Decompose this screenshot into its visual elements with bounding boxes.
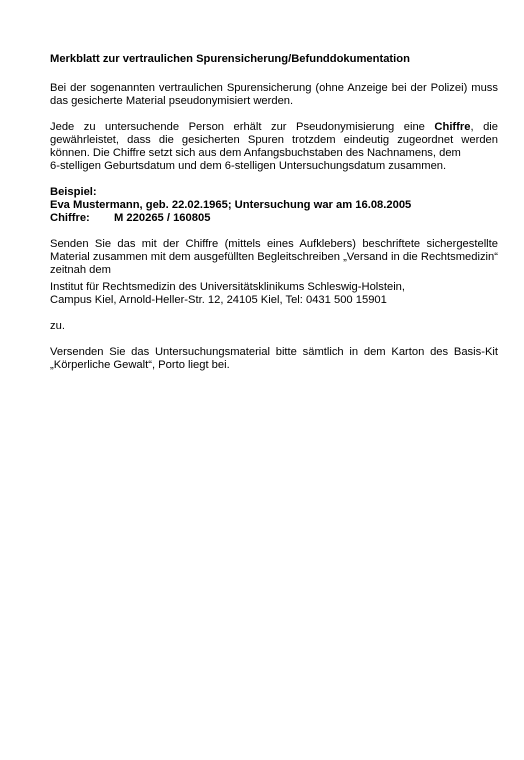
address-line-1: Institut für Rechtsmedizin des Universitätsklinikums Schleswig-Holstein, [50,281,406,293]
example-block [50,186,498,225]
paragraph-chiffre-text [50,121,498,160]
document-body [50,53,498,385]
paragraph-chiffre-line2: 6-stelligen Geburtsdatum und dem 6-stelligen Untersuchungsdatum zusammen. [50,160,447,172]
paragraph-shipping: Versenden Sie das Untersuchungsmaterial bitte sämtlich in dem Karton des Basis-Kit „Körperliche Gewalt“, Porto liegt bei. [50,346,498,371]
paragraph-chiffre-part1: Jede zu untersuchende Person erhält zur Pseudonymisierung eine [50,121,435,133]
example-heading: Beispiel: [50,186,97,198]
example-chiffre-value: M 220265 / 160805 [114,212,211,224]
paragraph-send: Senden Sie das mit der Chiffre (mittels eines Aufklebers) beschriftete sichergestellte Material zusammen mit dem ausgefüllten Begleitschreiben „Versand in die Rechtsmedizin“ zeitnah dem [50,238,498,276]
address-line-2: Campus Kiel, Arnold-Heller-Str. 12, 24105 Kiel, Tel: 0431 500 15901 [50,294,387,306]
chiffre-keyword: Chiffre [434,121,471,133]
example-chiffre-label: Chiffre: [50,212,90,224]
document-title: Merkblatt zur vertraulichen Spurensicherung/Befunddokumentation [50,53,410,65]
paragraph-intro: Bei der sogenannten vertraulichen Spurensicherung (ohne Anzeige bei der Polizei) muss das gesicherte Material pseudonymisiert werden. [50,82,498,107]
example-chiffre-line [50,212,498,225]
paragraph-chiffre-part2: , die gewährleistet, dass die gesicherten Spuren trotzdem eindeutig zugeordnet werden können. Die Chiffre setzt sich aus dem Anfangsbuchstaben des Nachnamens, dem [50,121,498,159]
paragraph-zu: zu. [50,320,65,332]
paragraph-chiffre [50,121,498,173]
example-person-line: Eva Mustermann, geb. 22.02.1965; Untersuchung war am 16.08.2005 [50,199,412,211]
address-block [50,281,498,307]
